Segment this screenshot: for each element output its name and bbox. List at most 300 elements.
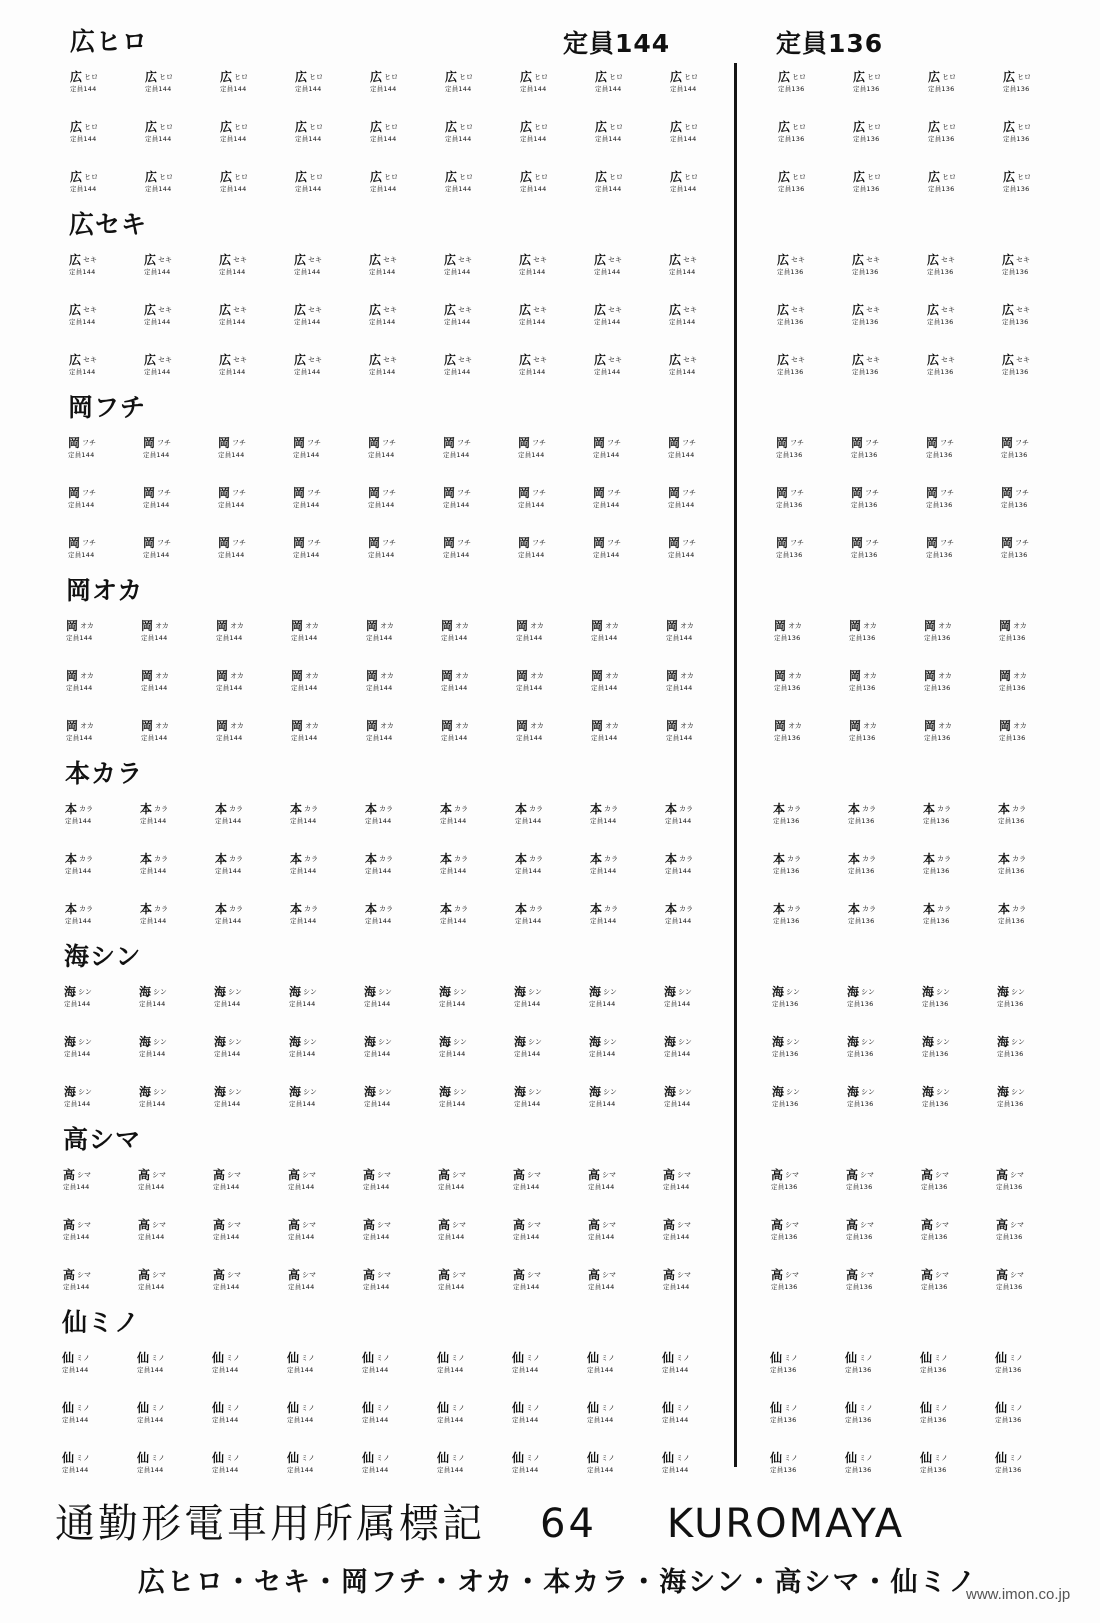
capacity-value: 144 — [82, 318, 96, 326]
decal-kana: ミノ — [784, 1354, 799, 1362]
decal-capacity — [663, 1284, 715, 1291]
decal-144 — [64, 1033, 116, 1057]
capacity-value: 144 — [600, 1416, 614, 1424]
decal-kanji: 仙 — [662, 1451, 675, 1465]
decal-depot-code — [62, 1349, 114, 1365]
capacity-label: 定員 — [64, 1050, 78, 1058]
decal-kana: カラ — [862, 905, 877, 913]
decal-kana: ミノ — [859, 1454, 874, 1462]
decal-kanji: 広 — [144, 253, 157, 267]
capacity-label: 定員 — [1002, 268, 1016, 276]
decal-144 — [516, 667, 568, 691]
decal-kana: オカ — [230, 622, 244, 630]
decal-depot-code — [1003, 118, 1055, 134]
decal-kanji: 海 — [439, 1085, 452, 1099]
decal-144 — [595, 68, 647, 92]
decal-144 — [64, 1083, 116, 1107]
decal-capacity — [62, 1367, 114, 1374]
decal-kanji: 高 — [438, 1268, 451, 1282]
decal-depot-code — [515, 850, 567, 866]
capacity-label: 定員 — [996, 1283, 1010, 1291]
capacity-value: 136 — [941, 85, 955, 93]
decal-kanji: 広 — [294, 353, 307, 367]
decal-144 — [666, 717, 718, 741]
decal-capacity — [922, 1051, 974, 1058]
decal-kana: シマ — [1010, 1221, 1025, 1229]
group-heading: 本カラ — [65, 759, 144, 788]
decal-kana: シマ — [860, 1221, 875, 1229]
decal-kana: ミノ — [301, 1354, 316, 1362]
capacity-label: 定員 — [851, 451, 865, 459]
decal-kanji: 岡 — [668, 486, 681, 500]
decal-144 — [589, 983, 641, 1007]
decal-capacity — [145, 86, 197, 93]
decal-capacity — [138, 1234, 190, 1241]
decal-kanji: 本 — [215, 902, 228, 916]
decal-144 — [141, 717, 193, 741]
decal-depot-code — [923, 900, 975, 916]
decal-144 — [144, 251, 196, 275]
decal-144 — [444, 251, 496, 275]
decal-capacity — [290, 868, 342, 875]
capacity-label: 定員 — [1001, 501, 1015, 509]
decal-kana: カラ — [79, 805, 94, 813]
capacity-value: 144 — [301, 1183, 315, 1191]
capacity-label: 定員 — [141, 734, 155, 742]
decal-144 — [287, 1449, 339, 1473]
decal-kanji: 本 — [923, 852, 936, 866]
decal-kana: オカ — [155, 672, 169, 680]
capacity-label: 定員 — [926, 551, 940, 559]
capacity-label: 定員 — [368, 551, 382, 559]
group-heading: 広セキ — [69, 210, 148, 239]
decal-depot-code — [443, 434, 495, 450]
decal-capacity — [514, 1101, 566, 1108]
capacity-value: 136 — [1009, 1233, 1023, 1241]
decal-136 — [847, 1083, 899, 1107]
decal-capacity — [291, 635, 343, 642]
capacity-label: 定員 — [443, 451, 457, 459]
decal-kanji: 海 — [139, 1085, 152, 1099]
capacity-label: 定員 — [218, 551, 232, 559]
decal-kana: シン — [78, 988, 92, 996]
decal-kanji: 仙 — [662, 1401, 675, 1415]
capacity-value: 144 — [302, 1050, 316, 1058]
decal-kana: シン — [936, 1038, 950, 1046]
decal-kanji: 本 — [848, 902, 861, 916]
capacity-label: 定員 — [220, 135, 234, 143]
decal-capacity — [845, 1467, 897, 1474]
decal-136 — [922, 1083, 974, 1107]
decal-capacity — [928, 86, 980, 93]
decal-capacity — [288, 1234, 340, 1241]
decal-capacity — [445, 186, 497, 193]
capacity-label: 定員 — [287, 1416, 301, 1424]
capacity-value: 136 — [862, 684, 876, 692]
capacity-label: 定員 — [997, 1050, 1011, 1058]
capacity-label: 定員 — [1001, 451, 1015, 459]
decal-144 — [65, 800, 117, 824]
capacity-value: 144 — [604, 684, 618, 692]
decal-kanji: 岡 — [924, 719, 937, 733]
decal-depot-code — [663, 1216, 715, 1232]
decal-kana: フチ — [82, 489, 97, 497]
decal-kana: オカ — [938, 622, 952, 630]
decal-kana: ヒロ — [867, 73, 882, 81]
capacity-value: 144 — [453, 817, 467, 825]
capacity-label: 定員 — [664, 1050, 678, 1058]
decal-depot-code — [141, 667, 193, 683]
capacity-label: 定員 — [139, 1000, 153, 1008]
capacity-value: 136 — [1008, 1416, 1022, 1424]
decal-kana: シン — [378, 1038, 392, 1046]
capacity-value: 136 — [935, 1050, 949, 1058]
decal-136 — [770, 1449, 822, 1473]
decal-136 — [926, 484, 978, 508]
capacity-label: 定員 — [516, 734, 530, 742]
decal-kana: シマ — [452, 1271, 467, 1279]
decal-depot-code — [920, 1349, 972, 1365]
capacity-label: 定員 — [773, 817, 787, 825]
capacity-value: 136 — [1016, 135, 1030, 143]
capacity-value: 144 — [681, 451, 695, 459]
decal-capacity — [996, 1284, 1048, 1291]
decal-kana: フチ — [457, 439, 472, 447]
decal-144 — [669, 301, 721, 325]
decal-capacity — [368, 452, 420, 459]
decal-kanji: 広 — [220, 120, 233, 134]
decal-capacity — [666, 635, 718, 642]
capacity-value: 136 — [790, 368, 804, 376]
capacity-value: 144 — [231, 551, 245, 559]
decal-capacity — [213, 1234, 265, 1241]
decal-kana: フチ — [940, 489, 955, 497]
decal-kana: セキ — [941, 256, 956, 264]
decal-136 — [998, 900, 1050, 924]
decal-depot-code — [997, 1083, 1049, 1099]
decal-capacity — [928, 136, 980, 143]
decal-kana: ミノ — [601, 1354, 616, 1362]
decal-kana: セキ — [866, 306, 881, 314]
decal-capacity — [515, 818, 567, 825]
capacity-label: 定員 — [845, 1466, 859, 1474]
decal-kana: オカ — [380, 672, 394, 680]
decal-kana: カラ — [604, 805, 619, 813]
decal-depot-code — [995, 1349, 1047, 1365]
decal-kana: ヒロ — [384, 123, 399, 131]
capacity-value: 144 — [526, 1183, 540, 1191]
decal-depot-code — [70, 118, 122, 134]
capacity-label: 定員 — [663, 1283, 677, 1291]
capacity-label: 定員 — [213, 1283, 227, 1291]
decal-kanji: 海 — [664, 985, 677, 999]
decal-depot-code — [513, 1166, 565, 1182]
decal-144 — [288, 1216, 340, 1240]
capacity-label: 定員 — [590, 917, 604, 925]
decal-kanji: 岡 — [141, 619, 154, 633]
capacity-label: 定員 — [141, 684, 155, 692]
decal-kanji: 広 — [69, 303, 82, 317]
decal-136 — [778, 118, 830, 142]
decal-144 — [364, 983, 416, 1007]
decal-kana: シマ — [860, 1171, 875, 1179]
decal-capacity — [440, 818, 492, 825]
decal-depot-code — [365, 900, 417, 916]
capacity-label: 定員 — [926, 501, 940, 509]
capacity-label: 定員 — [70, 135, 84, 143]
decal-144 — [516, 617, 568, 641]
capacity-label: 定員 — [68, 451, 82, 459]
capacity-value: 136 — [864, 501, 878, 509]
decal-144 — [143, 434, 195, 458]
decal-kanji: 仙 — [920, 1401, 933, 1415]
capacity-label: 定員 — [996, 1233, 1010, 1241]
capacity-value: 144 — [526, 1283, 540, 1291]
decal-depot-code — [64, 983, 116, 999]
decal-capacity — [516, 735, 568, 742]
capacity-label: 定員 — [370, 185, 384, 193]
decal-depot-code — [295, 118, 347, 134]
decal-depot-code — [445, 68, 497, 84]
decal-depot-code — [666, 717, 718, 733]
decal-capacity — [847, 1051, 899, 1058]
decal-kana: シン — [1011, 988, 1025, 996]
decal-kanji: 広 — [595, 120, 608, 134]
decal-kana: ヒロ — [684, 123, 699, 131]
capacity-value: 136 — [784, 1183, 798, 1191]
capacity-value: 144 — [301, 1283, 315, 1291]
decal-capacity — [218, 502, 270, 509]
decal-depot-code — [920, 1399, 972, 1415]
decal-kanji: 岡 — [849, 619, 862, 633]
decal-kanji: 仙 — [62, 1351, 75, 1365]
decal-kana: セキ — [83, 356, 98, 364]
capacity-value: 136 — [1009, 1283, 1023, 1291]
decal-kanji: 広 — [445, 70, 458, 84]
decal-kanji: 広 — [1003, 170, 1016, 184]
decal-depot-code — [219, 251, 271, 267]
capacity-label: 定員 — [849, 684, 863, 692]
decal-144 — [514, 1033, 566, 1057]
decal-kana: オカ — [605, 622, 619, 630]
capacity-value: 144 — [152, 1050, 166, 1058]
decal-136 — [998, 850, 1050, 874]
decal-depot-code — [924, 667, 976, 683]
decal-136 — [851, 484, 903, 508]
decal-kana: カラ — [304, 905, 319, 913]
capacity-label: 定員 — [663, 1233, 677, 1241]
decal-kana: フチ — [682, 439, 697, 447]
decal-kanji: 仙 — [920, 1451, 933, 1465]
decal-depot-code — [439, 983, 491, 999]
decal-depot-code — [666, 667, 718, 683]
capacity-value: 144 — [229, 734, 243, 742]
decal-depot-code — [443, 484, 495, 500]
decal-136 — [848, 800, 900, 824]
decal-capacity — [589, 1051, 641, 1058]
decal-depot-code — [70, 168, 122, 184]
capacity-label: 定員 — [368, 501, 382, 509]
decal-depot-code — [70, 68, 122, 84]
decal-depot-code — [662, 1349, 714, 1365]
decal-136 — [926, 534, 978, 558]
decal-kana: シン — [786, 1038, 800, 1046]
decal-kana: シン — [678, 1038, 692, 1046]
decal-144 — [139, 983, 191, 1007]
decal-capacity — [921, 1184, 973, 1191]
decal-kanji: 海 — [589, 1085, 602, 1099]
decal-kana: カラ — [1012, 805, 1027, 813]
decal-136 — [927, 251, 979, 275]
decal-depot-code — [771, 1266, 823, 1282]
decal-144 — [445, 68, 497, 92]
capacity-label: 定員 — [588, 1233, 602, 1241]
capacity-label: 定員 — [846, 1233, 860, 1241]
decal-capacity — [995, 1367, 1047, 1374]
decal-kanji: 高 — [996, 1268, 1009, 1282]
decal-kanji: 海 — [289, 1035, 302, 1049]
decal-depot-code — [853, 68, 905, 84]
decal-144 — [438, 1216, 490, 1240]
decal-depot-code — [591, 717, 643, 733]
decal-kana: ミノ — [76, 1404, 91, 1412]
decal-kanji: 本 — [923, 902, 936, 916]
capacity-value: 144 — [528, 867, 542, 875]
decal-kana: オカ — [530, 622, 544, 630]
capacity-label: 定員 — [438, 1283, 452, 1291]
decal-144 — [594, 351, 646, 375]
decal-144 — [438, 1266, 490, 1290]
group-heading: 仙ミノ — [62, 1308, 141, 1337]
decal-capacity — [771, 1284, 823, 1291]
decal-kanji: 海 — [139, 985, 152, 999]
decal-capacity — [140, 818, 192, 825]
capacity-value: 144 — [376, 1233, 390, 1241]
decal-kanji: 岡 — [441, 669, 454, 683]
capacity-value: 144 — [600, 1366, 614, 1374]
capacity-value: 144 — [456, 551, 470, 559]
decal-kanji: 海 — [772, 1085, 785, 1099]
capacity-label: 定員 — [441, 734, 455, 742]
decal-depot-code — [439, 1083, 491, 1099]
decal-kana: シン — [603, 988, 617, 996]
capacity-label: 定員 — [923, 917, 937, 925]
decal-capacity — [520, 186, 572, 193]
decal-kana: セキ — [1016, 306, 1031, 314]
capacity-label: 定員 — [927, 268, 941, 276]
decal-kanji: 仙 — [770, 1351, 783, 1365]
capacity-value: 144 — [383, 185, 397, 193]
decal-kanji: 岡 — [216, 719, 229, 733]
capacity-value: 144 — [152, 1000, 166, 1008]
decal-capacity — [1002, 269, 1054, 276]
capacity-label: 定員 — [771, 1283, 785, 1291]
decal-kana: ミノ — [301, 1404, 316, 1412]
decal-kanji: 広 — [519, 253, 532, 267]
capacity-label: 定員 — [587, 1416, 601, 1424]
decal-depot-code — [846, 1216, 898, 1232]
decal-kanji: 海 — [997, 1085, 1010, 1099]
capacity-label: 定員 — [437, 1416, 451, 1424]
decal-depot-code — [595, 168, 647, 184]
decal-kanji: 広 — [852, 303, 865, 317]
decal-capacity — [289, 1101, 341, 1108]
decal-capacity — [219, 369, 271, 376]
group-heading: 岡フチ — [68, 393, 147, 422]
decal-kana: シン — [786, 1088, 800, 1096]
decal-capacity — [664, 1101, 716, 1108]
capacity-value: 144 — [676, 1283, 690, 1291]
decal-144 — [137, 1349, 189, 1373]
capacity-value: 136 — [1014, 501, 1028, 509]
capacity-label: 定員 — [513, 1233, 527, 1241]
decal-depot-code — [846, 1166, 898, 1182]
capacity-label: 定員 — [219, 368, 233, 376]
decal-kana: シン — [228, 988, 242, 996]
decal-kanji: 広 — [220, 70, 233, 84]
capacity-label: 定員 — [137, 1416, 151, 1424]
decal-kanji: 本 — [365, 852, 378, 866]
decal-kana: セキ — [866, 356, 881, 364]
decal-capacity — [593, 502, 645, 509]
decal-136 — [997, 1083, 1049, 1107]
capacity-value: 144 — [304, 684, 318, 692]
capacity-label: 定員 — [593, 551, 607, 559]
decal-kana: シマ — [935, 1221, 950, 1229]
decal-kana: シン — [153, 1038, 167, 1046]
decal-depot-code — [445, 118, 497, 134]
capacity-label: 定員 — [665, 867, 679, 875]
capacity-label: 定員 — [439, 1100, 453, 1108]
capacity-value: 136 — [861, 817, 875, 825]
decal-144 — [445, 168, 497, 192]
decal-depot-code — [369, 251, 421, 267]
decal-kanji: 本 — [665, 852, 678, 866]
decal-kana: シマ — [302, 1221, 317, 1229]
capacity-value: 144 — [225, 1466, 239, 1474]
capacity-value: 144 — [602, 1000, 616, 1008]
decal-kanji: 広 — [853, 170, 866, 184]
decal-capacity — [776, 452, 828, 459]
decal-depot-code — [845, 1449, 897, 1465]
decal-144 — [440, 900, 492, 924]
decal-kanji: 広 — [670, 120, 683, 134]
decal-capacity — [997, 1101, 1049, 1108]
decal-depot-code — [1003, 68, 1055, 84]
capacity-value: 144 — [75, 1466, 89, 1474]
decal-kana: フチ — [382, 539, 397, 547]
decal-capacity — [213, 1184, 265, 1191]
decal-kanji: 広 — [69, 253, 82, 267]
decal-144 — [443, 484, 495, 508]
decal-144 — [63, 1166, 115, 1190]
decal-capacity — [773, 868, 825, 875]
decal-depot-code — [69, 251, 121, 267]
decal-kanji: 海 — [64, 1035, 77, 1049]
capacity-value: 144 — [603, 917, 617, 925]
capacity-value: 144 — [308, 135, 322, 143]
decal-depot-code — [144, 251, 196, 267]
capacity-label: 定員 — [65, 917, 79, 925]
decal-capacity — [366, 635, 418, 642]
decal-depot-code — [512, 1449, 564, 1465]
capacity-value: 144 — [152, 1100, 166, 1108]
decal-depot-code — [770, 1349, 822, 1365]
decal-depot-code — [923, 850, 975, 866]
decal-kana: ミノ — [526, 1404, 541, 1412]
decal-kana: オカ — [305, 622, 319, 630]
decal-capacity — [218, 452, 270, 459]
